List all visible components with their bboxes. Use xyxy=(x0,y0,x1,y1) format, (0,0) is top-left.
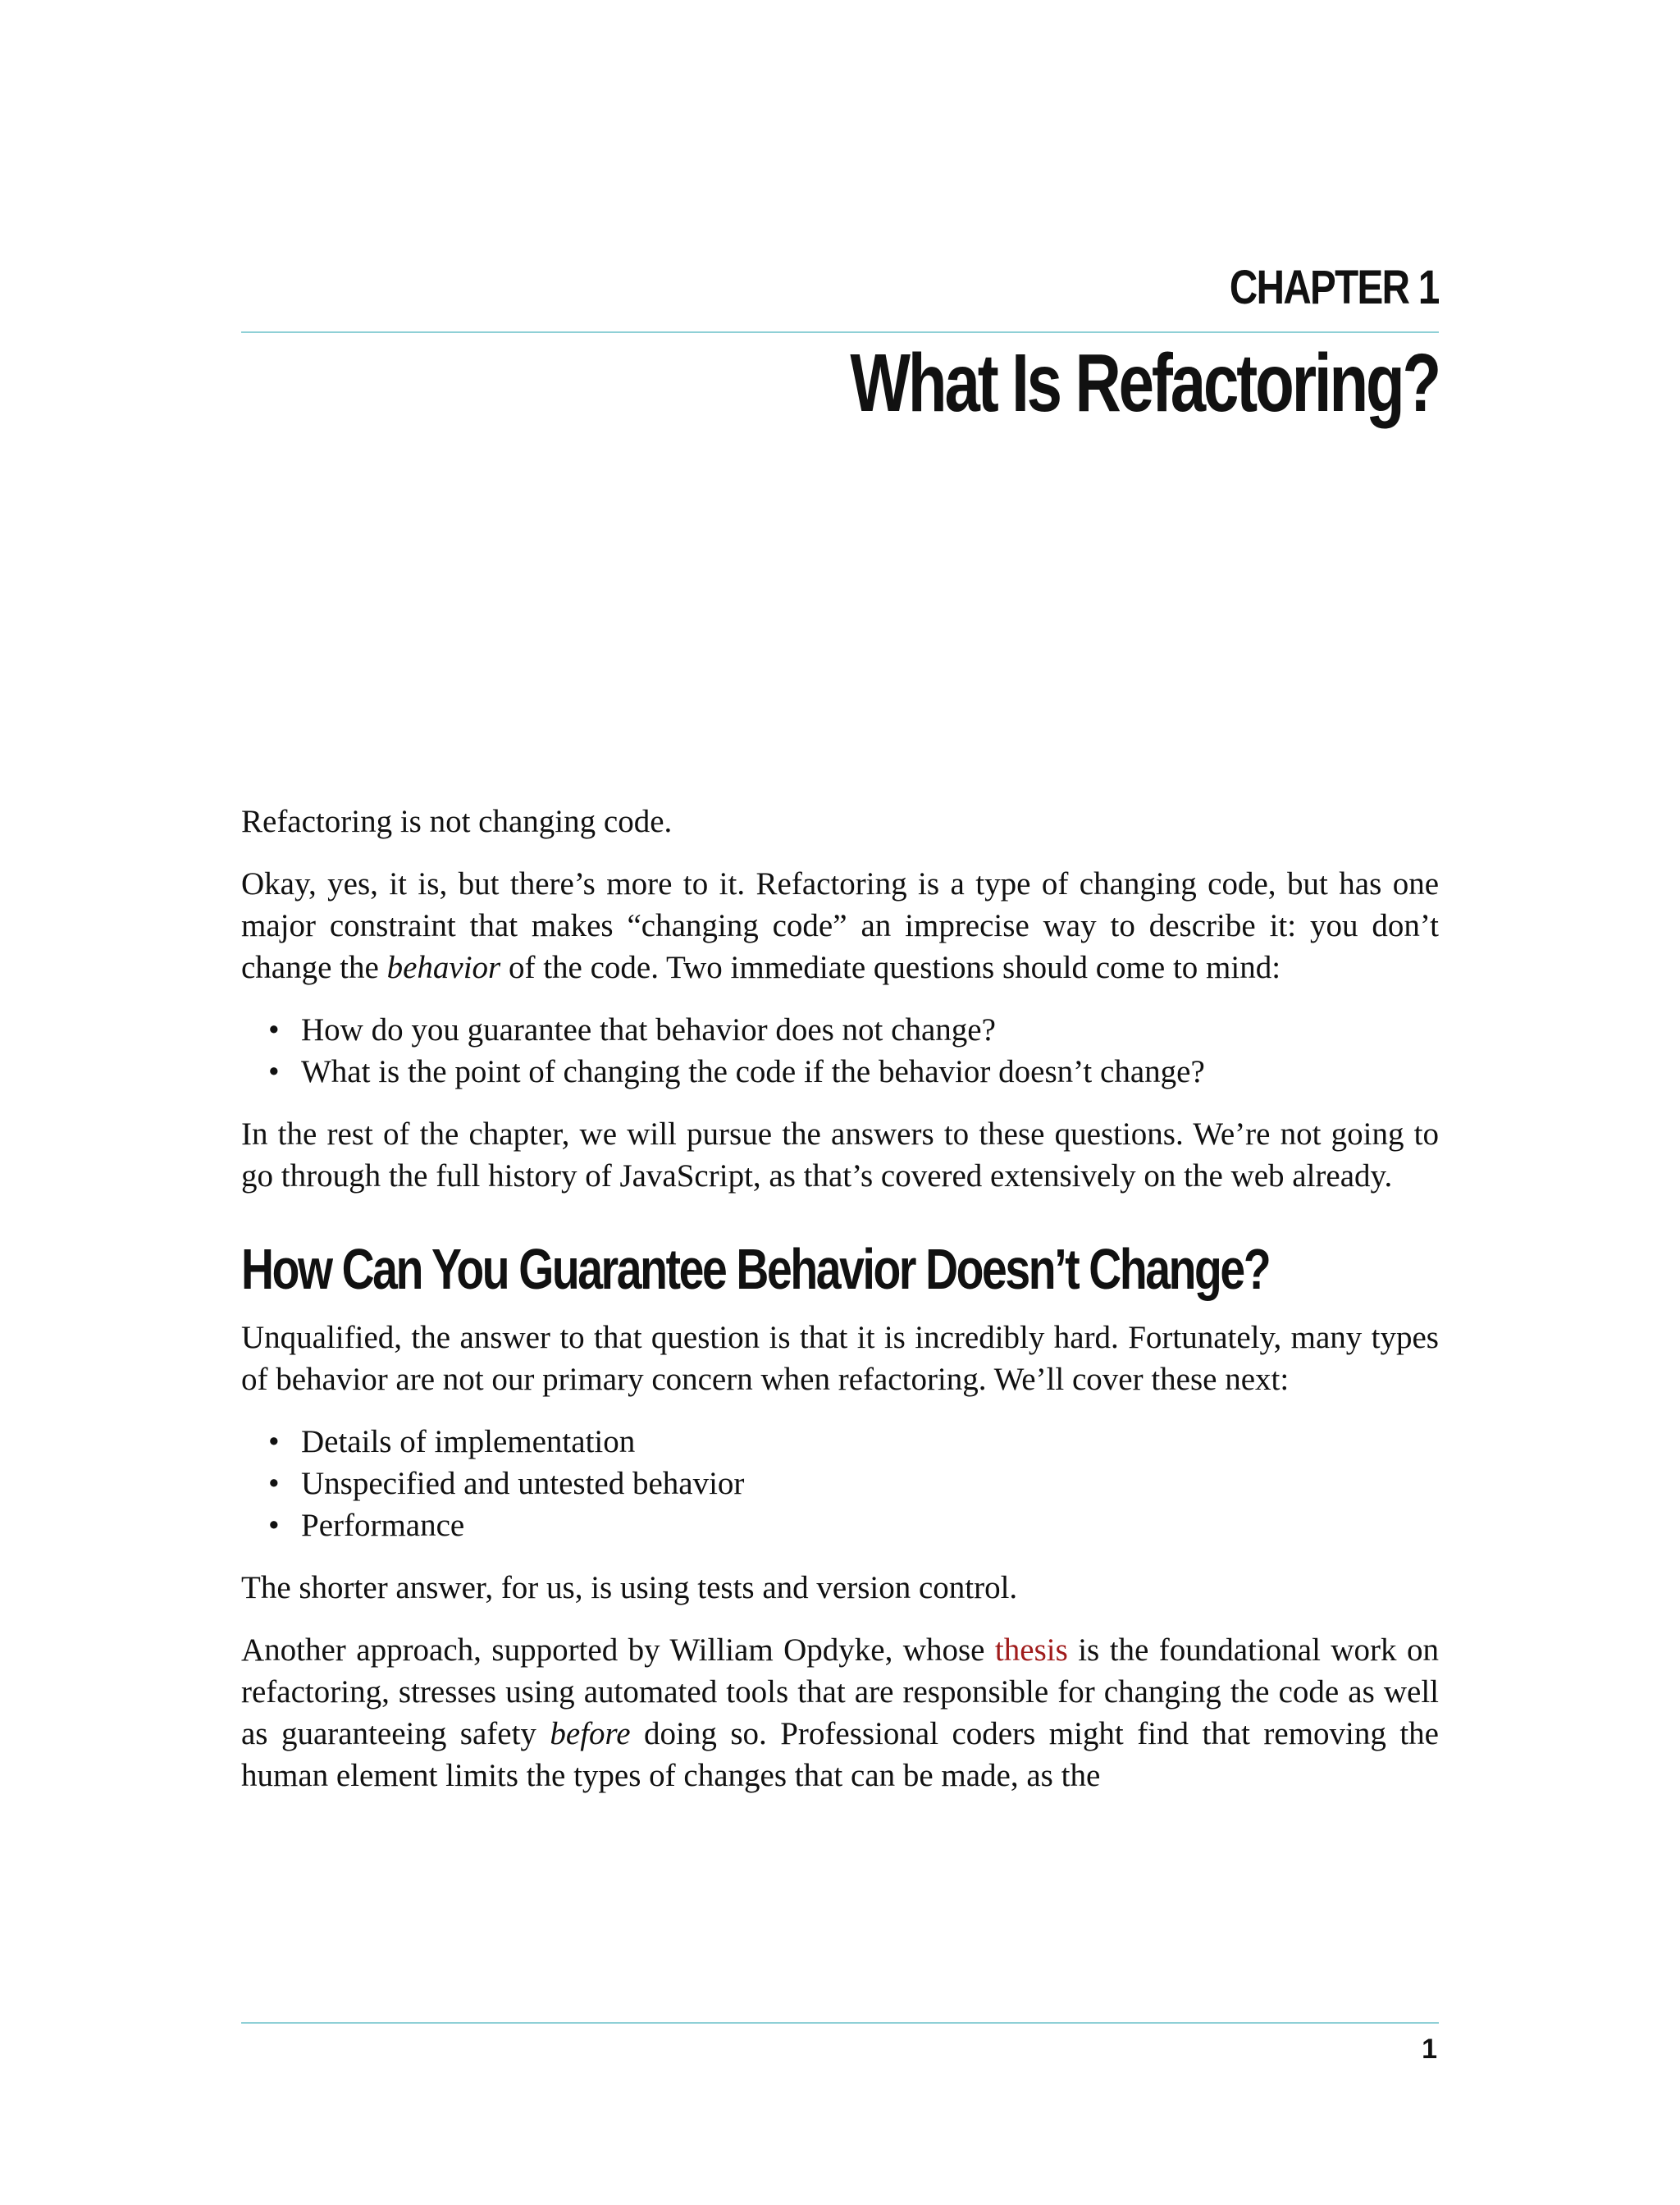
list-item xyxy=(268,1463,1439,1504)
chapter-title: What Is Refactoring? xyxy=(850,337,1439,429)
list-item-text: Details of implementation xyxy=(301,1424,636,1459)
list-item-text: Performance xyxy=(301,1508,465,1543)
book-page xyxy=(241,0,1439,2205)
section-paragraph-3-middle: is the foundational work on refactoring, stresses using automated tools that are responsible for changing the code as well as guaranteeing safety xyxy=(241,1632,1439,1751)
bullet-icon: • xyxy=(268,1466,280,1501)
behavior-emphasis: behavior xyxy=(386,950,501,985)
section-paragraph-3-end: doing so. Professional coders might find that removing the human element limits the types of changes that can be made, as the xyxy=(241,1716,1439,1793)
section-heading: How Can You Guarantee Behavior Doesn’t Change? xyxy=(241,1237,1270,1301)
footer-rule xyxy=(241,2022,1439,2024)
behavior-types-list xyxy=(241,1421,1439,1546)
bullet-icon: • xyxy=(268,1012,280,1048)
body-text xyxy=(241,801,1439,1817)
intro-paragraph-3: In the rest of the chapter, we will pursue the answers to these questions. We’re not going to go through the full history of JavaScript, as that’s covered extensively on the web already. xyxy=(241,1116,1439,1194)
list-item xyxy=(268,1421,1439,1463)
before-emphasis: before xyxy=(550,1716,631,1751)
bullet-icon: • xyxy=(268,1424,280,1459)
page-number: 1 xyxy=(1422,2034,1437,2065)
list-item-text: Unspecified and untested behavior xyxy=(301,1466,745,1501)
intro-paragraph-2-start: Okay, yes, it is, but there’s more to it. Refactoring is a type of changing code, but has one major constraint that makes “changing code” an imprecise way to describe it: you don’t change the xyxy=(241,866,1439,985)
bullet-icon: • xyxy=(268,1054,280,1089)
section-paragraph-3 xyxy=(241,1629,1439,1796)
intro-paragraph-1: Refactoring is not changing code. xyxy=(241,804,673,839)
section-paragraph-2: The shorter answer, for us, is using tests and version control. xyxy=(241,1570,1018,1605)
chapter-label: CHAPTER 1 xyxy=(1230,261,1439,314)
bullet-icon: • xyxy=(268,1508,280,1543)
list-item xyxy=(268,1504,1439,1546)
list-item xyxy=(268,1009,1439,1051)
header-rule xyxy=(241,331,1439,333)
thesis-link[interactable]: thesis xyxy=(994,1632,1068,1668)
intro-paragraph-2 xyxy=(241,863,1439,988)
section-paragraph-3-start: Another approach, supported by William Opdyke, whose xyxy=(241,1632,995,1668)
list-item xyxy=(268,1051,1439,1093)
list-item-text: What is the point of changing the code if the behavior doesn’t change? xyxy=(301,1054,1205,1089)
list-item-text: How do you guarantee that behavior does not change? xyxy=(301,1012,996,1048)
section-paragraph-1: Unqualified, the answer to that question is that it is incredibly hard. Fortunately, many types of behavior are not our primary concern when refactoring. We’ll cover these next: xyxy=(241,1320,1439,1397)
questions-list xyxy=(241,1009,1439,1093)
intro-paragraph-2-end: of the code. Two immediate questions should come to mind: xyxy=(500,950,1281,985)
